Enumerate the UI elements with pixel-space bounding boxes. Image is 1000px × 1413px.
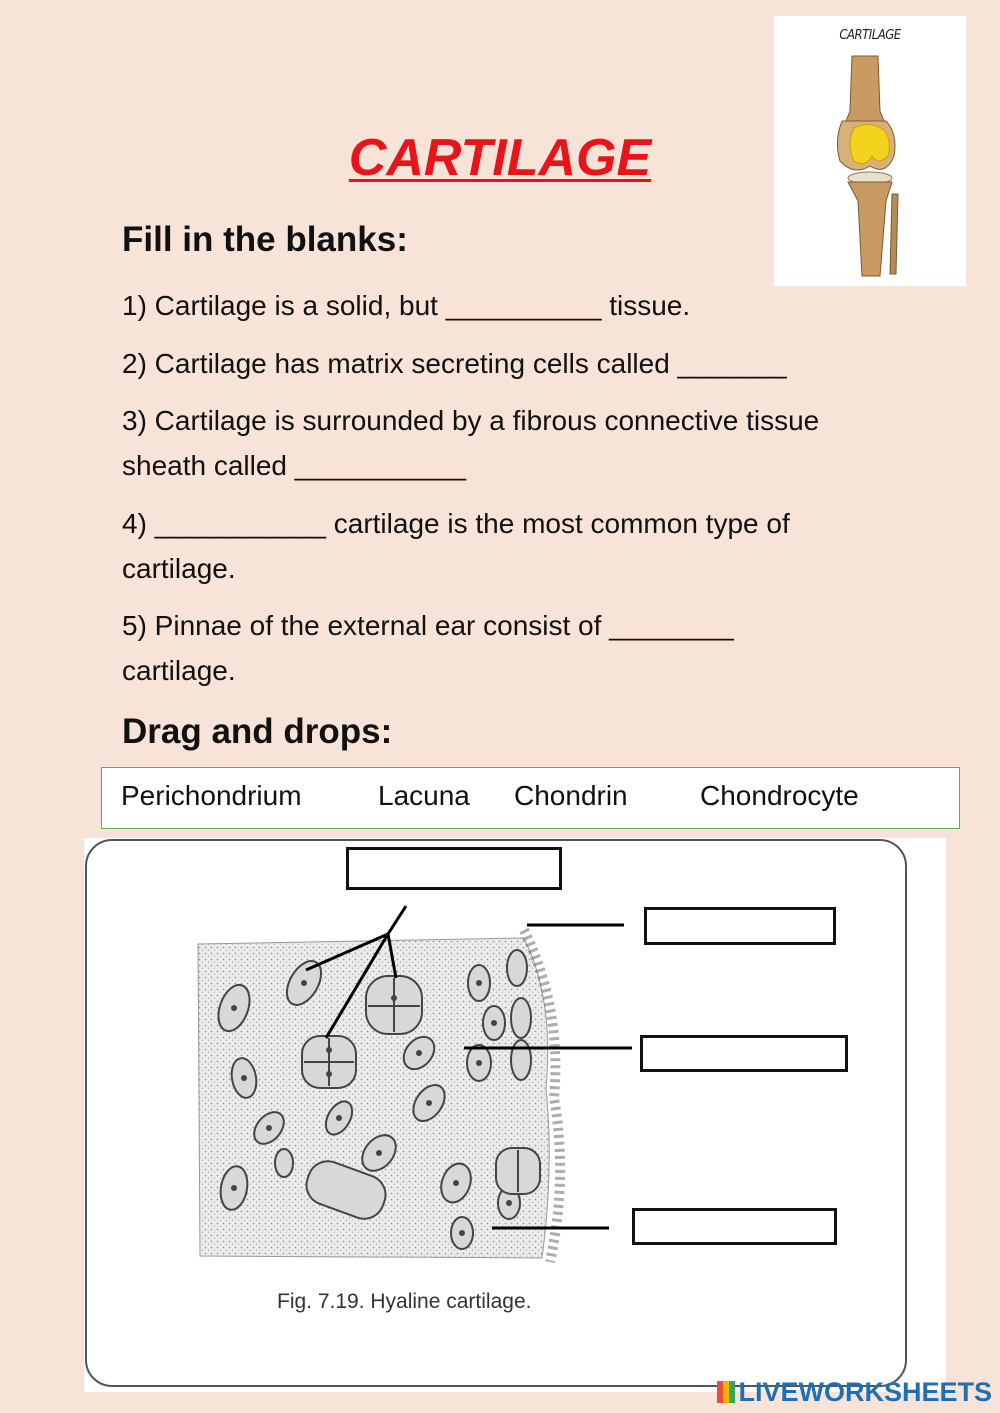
fill-blanks-heading: Fill in the blanks: xyxy=(122,220,408,259)
logo-text: LIVEWORKSHEETS xyxy=(738,1377,992,1407)
figure-caption: Fig. 7.19. Hyaline cartilage. xyxy=(277,1290,532,1313)
drop-box-top[interactable] xyxy=(346,847,562,890)
image-caption: CARTILAGE xyxy=(839,28,901,43)
word-lacuna[interactable]: Lacuna xyxy=(378,780,470,811)
question-3: 3) Cartilage is surrounded by a fibrous connective tissue sheath called ___________ xyxy=(122,405,820,481)
question-2: 2) Cartilage has matrix secreting cells called _______ xyxy=(122,348,787,379)
question-1: 1) Cartilage is a solid, but __________ tissue. xyxy=(122,290,691,321)
word-perichondrium[interactable]: Perichondrium xyxy=(121,780,302,811)
question-4: 4) ___________ cartilage is the most common type of cartilage. xyxy=(122,508,790,584)
live-badge-icon xyxy=(717,1381,735,1403)
liveworksheets-logo xyxy=(717,1377,992,1408)
word-chondrin[interactable]: Chondrin xyxy=(514,780,628,811)
drop-box-right-1[interactable] xyxy=(644,907,836,945)
drag-drop-heading: Drag and drops: xyxy=(122,712,393,751)
word-bank xyxy=(101,767,960,829)
word-chondrocyte[interactable]: Chondrocyte xyxy=(700,780,859,811)
drop-box-right-2[interactable] xyxy=(640,1035,848,1072)
drop-box-right-3[interactable] xyxy=(632,1208,837,1245)
figure-panel xyxy=(84,838,946,1392)
question-5: 5) Pinnae of the external ear consist of ________ cartilage. xyxy=(122,610,734,686)
page-title: CARTILAGE xyxy=(348,129,652,187)
